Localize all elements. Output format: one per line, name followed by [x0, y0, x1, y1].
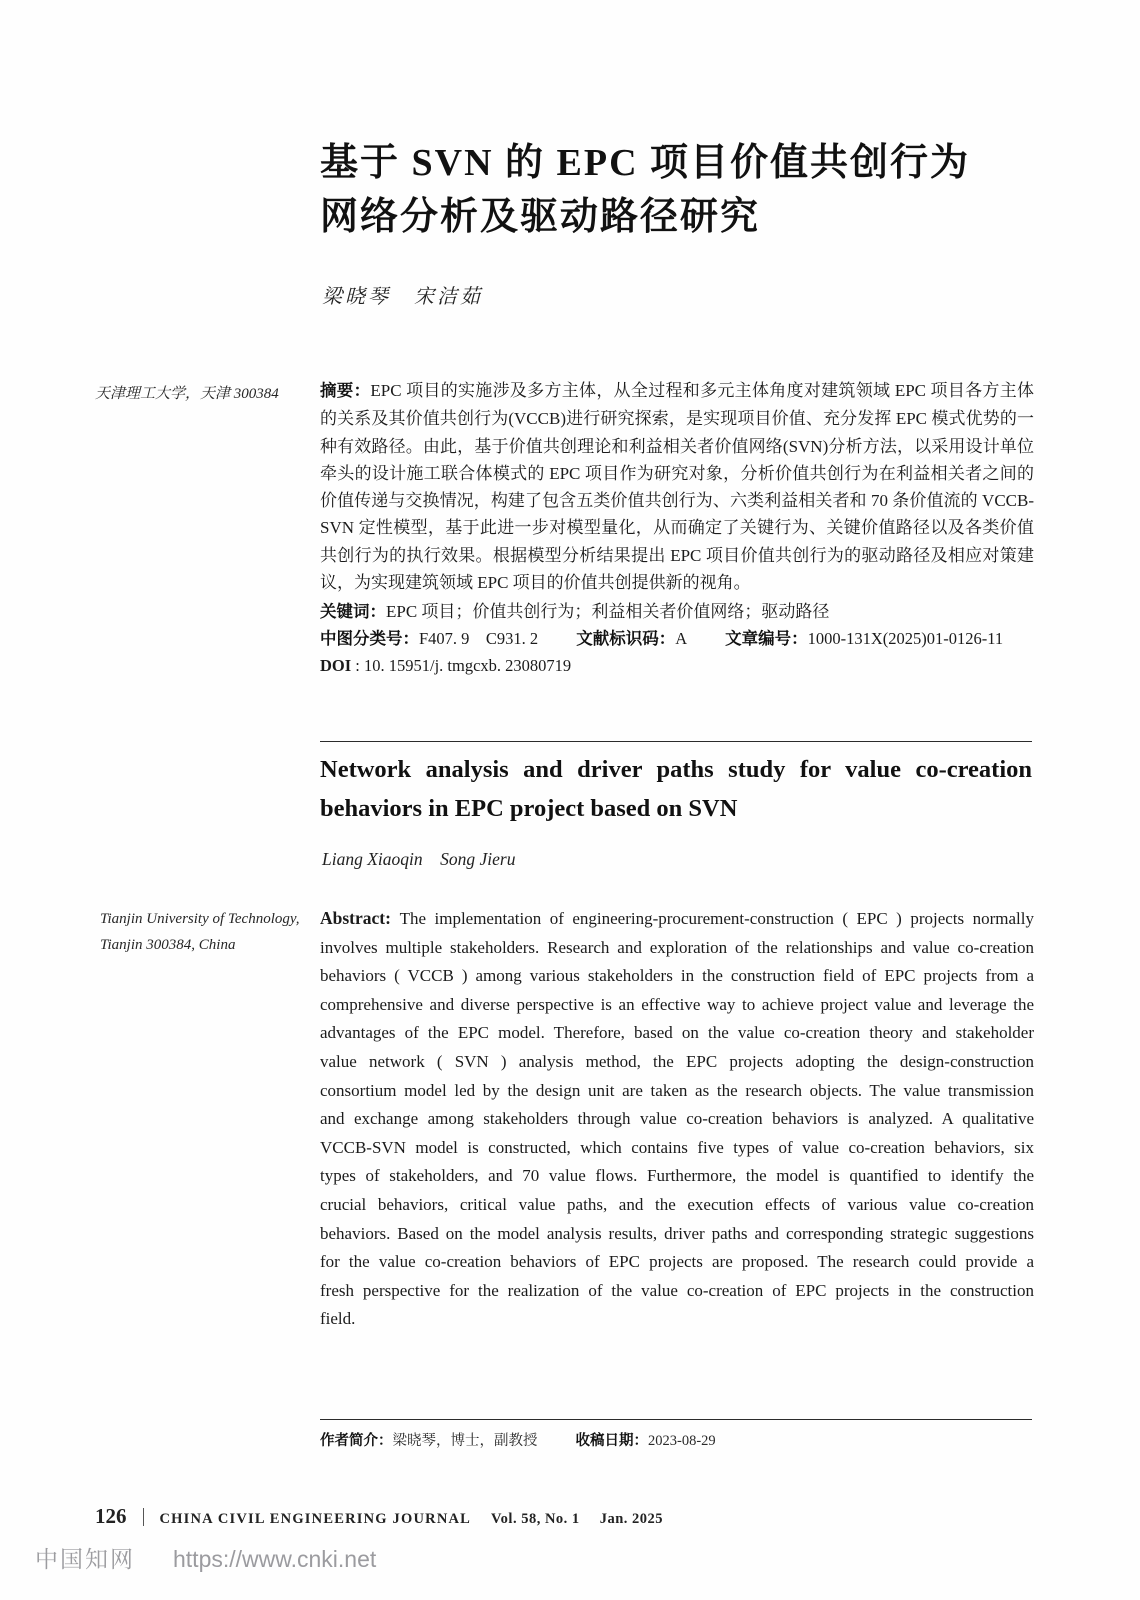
cnki-watermark	[35, 1541, 376, 1574]
page-number: 126	[95, 1504, 127, 1528]
meta-line	[320, 625, 1034, 653]
volume-issue: Vol. 58, No. 1	[491, 1511, 580, 1527]
keywords-line	[320, 598, 1034, 626]
authors-en: Liang Xiaoqin Song Jieru	[322, 849, 516, 869]
footnote-rule	[320, 1419, 1032, 1420]
article-id-value: 1000-131X(2025)01-0126-11	[807, 629, 1004, 648]
abstract-en-label: Abstract:	[320, 908, 400, 928]
doc-code-group	[576, 629, 687, 648]
article-title-cn-line1: 基于 SVN 的 EPC 项目价值共创行为	[320, 142, 971, 184]
affiliation-en-line2: Tianjin 300384, China	[100, 937, 236, 953]
abstract-cn	[320, 377, 1034, 596]
article-id-group	[725, 629, 1003, 648]
article-title-cn	[320, 136, 1032, 244]
article-title-en-line2: behaviors in EPC project based on SVN	[320, 795, 738, 822]
affiliation-cn: 天津理工大学，天津 300384	[95, 386, 279, 402]
received-date-label: 收稿日期：	[575, 1433, 648, 1449]
article-title-en	[320, 750, 1032, 828]
doi-label: DOI	[320, 656, 352, 675]
affiliation-en	[100, 906, 310, 958]
footer-separator	[143, 1508, 144, 1526]
keywords-label: 关键词：	[320, 603, 386, 621]
clc-label: 中图分类号：	[320, 630, 419, 648]
article-title-cn-line2: 网络分析及驱动路径研究	[320, 196, 761, 238]
doi-value: : 10. 15951/j. tmgcxb. 23080719	[351, 656, 572, 675]
abstract-cn-label: 摘要：	[320, 382, 371, 400]
abstract-en-text: The implementation of engineering-procurement-construction ( EPC ) projects normally involves multiple stakeholders. Research and exploration of the relationships and value co-creation behaviors ( VCCB ) among various stakeholders in the construction field of EPC projects from a comprehensive and diverse perspective is an effective way to achieve project value and leverage the advantages of the EPC model. Therefore, based on the value co-creation theory and stakeholder value network ( SVN ) analysis method, the EPC projects adopting the design-construction consortium model led by the design unit are taken as the research objects. The value transmission and exchange among stakeholders through value co-creation behaviors is analyzed. A qualitative VCCB-SVN model is constructed, which contains five types of value co-creation behaviors, six types of stakeholders, and 70 value flows. Furthermore, the model is quantified to identify the crucial behaviors, critical value paths, and the execution effects of various value co-creation behaviors. Based on the model analysis results, driver paths and corresponding strategic suggestions for the value co-creation behaviors of EPC projects are proposed. The research could provide a fresh perspective for the realization of the value co-creation of EPC projects in the construction field.	[320, 909, 1034, 1329]
footnote	[320, 1430, 1034, 1452]
author-bio-label: 作者简介：	[320, 1433, 393, 1449]
issue-date: Jan. 2025	[599, 1511, 664, 1527]
abstract-cn-text: EPC 项目的实施涉及多方主体，从全过程和多元主体角度对建筑领域 EPC 项目各方主体的关系及其价值共创行为(VCCB)进行研究探索，是实现项目价值、充分发挥 EPC 模式优势的一种有效路径。由此，基于价值共创理论和利益相关者价值网络(SVN)分析方法，以采用设计单位牵头的设计施工联合体模式的 EPC 项目作为研究对象，分析价值共创行为在利益相关者之间的价值传递与交换情况，构建了包含五类价值共创行为、六类利益相关者和 70 条价值流的 VCCB-SVN 定性模型，基于此进一步对模型量化，从而确定了关键行为、关键价值路径以及各类价值共创行为的执行效果。根据模型分析结果提出 EPC 项目价值共创行为的驱动路径及相应对策建议，为实现建筑领域 EPC 项目的价值共创提供新的视角。	[320, 381, 1035, 593]
clc-value: F407. 9 C931. 2	[419, 629, 539, 648]
affiliation-en-line1: Tianjin University of Technology,	[100, 911, 300, 927]
authors-cn: 梁晓琴 宋洁茹	[322, 286, 483, 308]
doc-code-value: A	[675, 629, 688, 648]
article-id-label: 文章编号：	[725, 630, 808, 648]
cnki-url: https://www.cnki.net	[173, 1546, 377, 1572]
clc-group	[320, 629, 538, 648]
journal-name: CHINA CIVIL ENGINEERING JOURNAL	[159, 1511, 472, 1527]
keywords-text: EPC 项目；价值共创行为；利益相关者价值网络；驱动路径	[386, 602, 830, 621]
article-title-en-line1: Network analysis and driver paths study for value co-creation	[320, 756, 1032, 783]
doc-code-label: 文献标识码：	[576, 630, 676, 648]
title-separator-rule	[320, 741, 1032, 742]
author-bio-text: 梁晓琴，博士，副教授	[392, 1433, 538, 1449]
abstract-en	[320, 904, 1034, 1334]
cnki-brand: 中国知网	[35, 1546, 135, 1572]
doi-line	[320, 653, 1034, 679]
received-date-text: 2023-08-29	[648, 1433, 716, 1449]
page-footer	[95, 1504, 663, 1529]
